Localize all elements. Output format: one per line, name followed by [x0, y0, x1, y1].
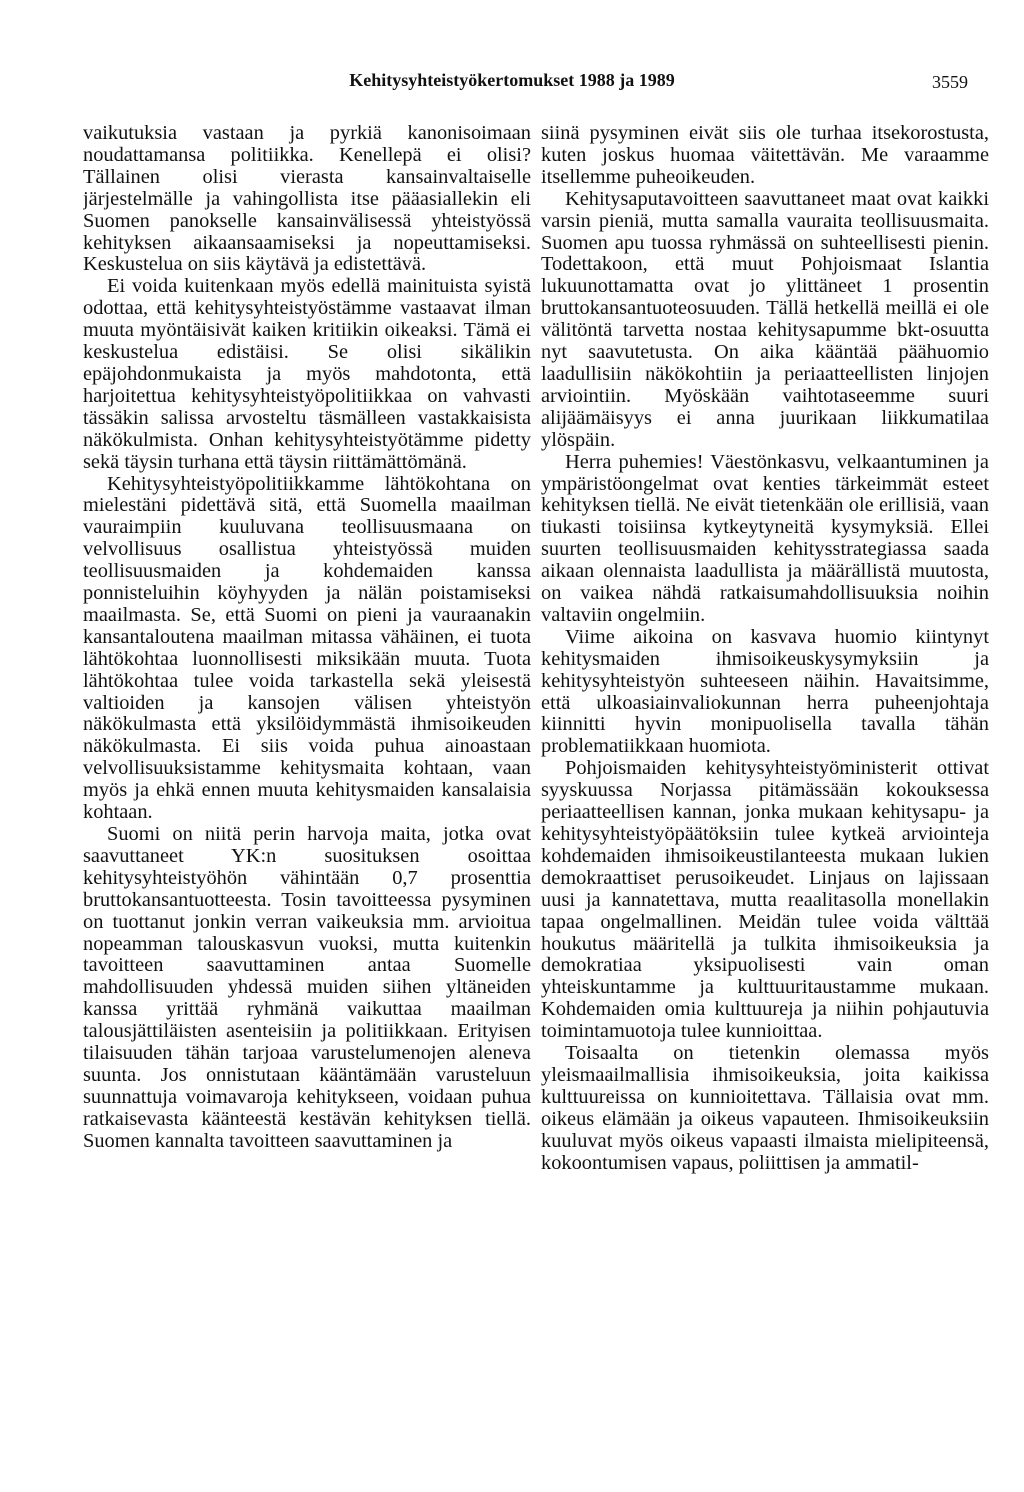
paragraph: siinä pysyminen eivät siis ole turhaa itsekorostusta, kuten joskus huomaa väitettävän. Me varaamme itsellemme puheoikeuden. [541, 123, 989, 188]
paragraph: Ei voida kuitenkaan myös edellä mainituista syistä odottaa, että kehitysyhteistyöstämme vastaavat ilman muuta myöntäisivät kaiken kritiikin oikeaksi. Tämä ei keskustelua edistäisi. Se olisi sikälikin epäjohdonmukaista ja myös mahdotonta, että harjoitettua kehitysyhteistyöpolitiikkaa on vahvasti tässäkin salissa arvosteltu täsmälleen vastakkaisista näkökulmista. Onhan kehitysyhteistyötämme pidetty sekä täysin turhana että täysin riittämättömänä. [83, 275, 531, 473]
page-number: 3559 [932, 72, 968, 92]
running-header-title: Kehitysyhteistyökertomukset 1988 ja 1989 [349, 70, 675, 90]
paragraph: Kehitysaputavoitteen saavuttaneet maat ovat kaikki varsin pieniä, mutta samalla vauraita teollisuusmaita. Suomen apu tuossa ryhmässä on suhteellisesti pienin. Todettakoon, että muut Pohjoismaat Islantia lukuunottamatta ovat jo ylittäneet 1 prosentin bruttokansantuoteosuuden. Tällä hetkellä meillä ei ole välitöntä tarvetta nostaa kehitysapumme bkt-osuutta nyt saavutetusta. On aika kääntää päähuomio laadullisiin näkökohtiin ja periaatteellisten linjojen arviointiin. Myöskään vaihtotaseemme suuri alijäämäisyys ei anna juurikaan liikkumatilaa ylöspäin. [541, 187, 989, 451]
paragraph: Kehitysyhteistyöpolitiikkamme lähtökohtana on mielestäni pidettävä sitä, että Suomella maailman vauraimpiin kuuluvana teollisuusmaana on velvollisuus osallistua yhteistyössä muiden teollisuusmaiden ja kohdemaiden kanssa ponnisteluihin köyhyyden ja nälän poistamiseksi maailmasta. Se, että Suomi on pieni ja vauraanakin kansantaloutena maailman mitassa vähäinen, ei tuota lähtökohtaa luonnollisesti miksikään muuta. Tuota lähtökohtaa tulee voida tarkastella sekä yleisestä valtioiden ja kansojen välisen yhteistyön näkökulmasta että yksilöidymmästä ihmisoikeuden näkökulmasta. Ei siis voida puhua ainoastaan velvollisuuksistamme kehitysmaita kohtaan, vaan myös ja ehkä ennen muuta kehitysmaiden kansalaisia kohtaan. [83, 472, 531, 824]
paragraph: Suomi on niitä perin harvoja maita, jotka ovat saavuttaneet YK:n suosituksen osoittaa kehitysyhteistyöhön vähintään 0,7 prosenttia bruttokansantuotteesta. Tosin tavoitteessa pysyminen on tuottanut jonkin verran vaikeuksia mm. arvioitua nopeamman talouskasvun vuoksi, mutta kuitenkin tavoitteen saavuttaminen antaa Suomelle mahdollisuuden yhdessä muiden siihen yltäneiden kanssa yrittää ryhmänä vaikuttaa maailman talousjättiläisten asenteisiin ja politiikkaan. Erityisen tilaisuuden tähän tarjoaa varustelumenojen aleneva suunta. Jos onnistutaan kääntämään varusteluun suunnattuja voimavaroja kehitykseen, voidaan puhua ratkaisevasta käänteestä kestävän kehityksen tiellä. Suomen kannalta tavoitteen saavuttaminen ja [83, 823, 531, 1152]
paragraph: Pohjoismaiden kehitysyhteistyöministerit ottivat syyskuussa Norjassa pitämässään kokouksessa periaatteellisen kannan, jonka mukaan kehitysapu- ja kehitysyhteistyöpäätöksiin tulee kytkeä arviointeja kohdemaiden ihmisoikeustilanteesta mukaan lukien demokraattiset perusoikeudet. Linjaus on lajissaan uusi ja kannatettava, mutta reaalitasolla monellakin tapaa ongelmallinen. Meidän tulee voida välttää houkutus määritellä ja tulkita ihmisoikeuksia ja demokratiaa yksipuolisesti vain oman yhteiskuntamme ja kulttuuritaustamme mukaan. Kohdemaiden omia kulttuureja ja niihin pohjautuvia toimintamuotoja tulee kunnioittaa. [541, 757, 989, 1043]
paragraph: Viime aikoina on kasvava huomio kiintynyt kehitysmaiden ihmisoikeuskysymyksiin ja kehitysyhteistyön suhteeseen näihin. Havaitsimme, että ulkoasiainvaliokunnan herra puheenjohtaja kiinnitti hyvin monipuolisella tavalla tähän problematiikkaan huomiota. [541, 625, 989, 758]
paragraph: Herra puhemies! Väestönkasvu, velkaantuminen ja ympäristöongelmat ovat kenties tärkeimmät esteet kehityksen tiellä. Ne eivät tietenkään ole erillisiä, vaan tiukasti toisiinsa kytkeytyneitä kysymyksiä. Ellei suurten teollisuusmaiden kehitysstrategiassa saada aikaan olennaista laadullista ja määrällistä muutosta, on vaikea nähdä ratkaisumahdollisuuksia noihin valtaviin ongelmiin. [541, 450, 989, 626]
right-text-column [541, 123, 989, 1463]
paragraph: vaikutuksia vastaan ja pyrkiä kanonisoimaan noudattamansa politiikka. Kenellepä ei olisi? Tällainen olisi vierasta kansainvaltaiselle järjestelmälle ja vahingollista itse pääasiallekin eli Suomen panokselle kansainvälisessä yhteistyössä kehityksen aikaansaamiseksi ja nopeuttamiseksi. Keskustelua on siis käytävä ja edistettävä. [83, 123, 531, 276]
paragraph: Toisaalta on tietenkin olemassa myös yleismaailmallisia ihmisoikeuksia, joita kaikissa kulttuureissa on kunnioitettava. Tällaisia ovat mm. oikeus elämään ja oikeus vapauteen. Ihmisoikeuksiin kuuluvat myös oikeus vapaasti ilmaista mielipiteensä, kokoontumisen vapaus, poliittisen ja ammatil- [541, 1042, 989, 1174]
left-text-column [83, 123, 531, 1463]
